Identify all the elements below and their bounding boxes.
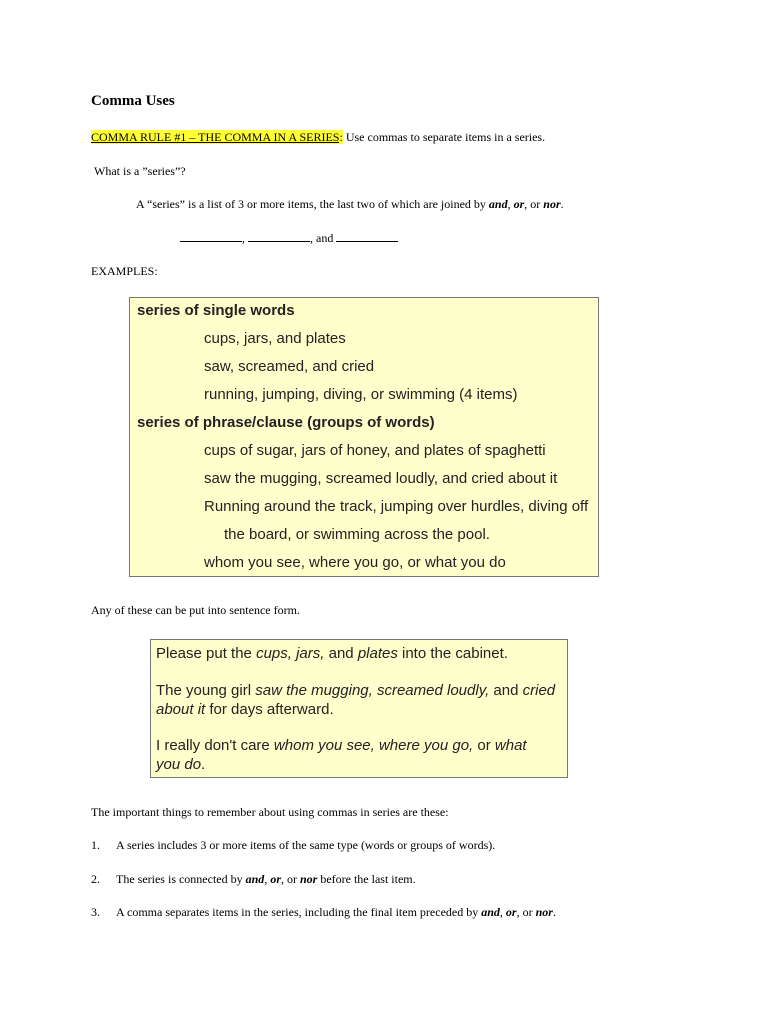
example-item: the board, or swimming across the pool.: [224, 526, 490, 543]
sentence-text: The young girl: [156, 682, 256, 699]
point-text: [116, 905, 556, 920]
sentence-text: I really don't care: [156, 737, 274, 754]
sentence-example: [156, 645, 508, 662]
sentence-text: for days afterward.: [205, 701, 334, 718]
definition: [136, 197, 564, 212]
sentence-series: about it: [156, 701, 206, 718]
word-and: and: [481, 905, 500, 919]
example-item: running, jumping, diving, or swimming (4 items): [204, 386, 518, 403]
blank-comma: ,: [242, 231, 245, 245]
point-segment: The series is connected by: [116, 872, 246, 886]
rule-line: [91, 130, 545, 145]
blank-line: [180, 231, 242, 242]
word-or: or: [505, 905, 517, 919]
sentence-example-cont: [156, 701, 334, 718]
sentence-example: [156, 737, 527, 754]
sentence-text: into the cabinet.: [397, 645, 508, 662]
example-item: saw the mugging, screamed loudly, and cried about it: [204, 470, 558, 487]
point-text: A series includes 3 or more items of the same type (words or groups of words).: [116, 838, 496, 852]
word-or: or: [513, 197, 525, 211]
examples-box: [129, 297, 599, 577]
point-number: 2.: [91, 872, 100, 886]
example-item: Running around the track, jumping over hurdles, diving off: [204, 498, 589, 515]
sentence-text: .: [201, 756, 206, 773]
point-segment: .: [552, 905, 556, 919]
heading-single-words: series of single words: [137, 302, 295, 319]
word-nor: nor: [543, 197, 561, 211]
sentence-series: cups, jars,: [256, 645, 325, 662]
word-or: or: [270, 872, 281, 886]
example-item: cups, jars, and plates: [204, 330, 346, 347]
sentence-series: cried: [522, 682, 556, 699]
point-number: 3.: [91, 905, 100, 919]
definition-end: .: [560, 197, 564, 211]
point-segment: A comma separates items in the series, including the final item preceded by: [116, 905, 482, 919]
point-segment: ,: [499, 905, 506, 919]
word-nor: nor: [535, 905, 553, 919]
example-item: cups of sugar, jars of honey, and plates of spaghetti: [204, 442, 546, 459]
sentence-series: you do: [156, 756, 202, 773]
rule-heading: COMMA RULE #1 – THE COMMA IN A SERIES: [91, 130, 340, 144]
sentence-examples-box: [150, 639, 568, 778]
rule-text: Use commas to separate items in a series.: [342, 130, 546, 144]
definition-sep: ,: [507, 197, 514, 211]
word-and: and: [245, 872, 265, 886]
rule-colon: :: [339, 130, 343, 144]
sentence-text: or: [473, 737, 495, 754]
blank-line: [336, 231, 398, 242]
blank-and: , and: [310, 231, 334, 245]
word-nor: nor: [299, 872, 318, 886]
point-number: 1.: [91, 838, 100, 852]
example-item: whom you see, where you go, or what you do: [204, 554, 506, 571]
sentence-text: Please put the: [156, 645, 257, 662]
blanks-pattern: [180, 231, 398, 246]
sentence-series: whom you see, where you go,: [273, 737, 474, 754]
sentence-text: and: [324, 645, 358, 662]
sentence-series: what: [494, 737, 527, 754]
question: What is a ”series”?: [94, 164, 186, 178]
word-and: and: [488, 197, 508, 211]
point-segment: , or: [280, 872, 300, 886]
sentence-text: and: [489, 682, 523, 699]
blank-line: [248, 231, 310, 242]
point-text: [116, 872, 416, 887]
definition-sep: , or: [524, 197, 544, 211]
example-item: saw, screamed, and cried: [204, 358, 375, 375]
sentence-example: [156, 682, 555, 699]
point-segment: ,: [264, 872, 271, 886]
examples-label: EXAMPLES:: [91, 264, 158, 278]
point-segment: , or: [516, 905, 536, 919]
point-segment: before the last item.: [317, 872, 416, 886]
sentence-series: plates: [357, 645, 398, 662]
sentence-series: saw the mugging, screamed loudly,: [255, 682, 490, 699]
sentence-example-cont: [156, 756, 205, 773]
heading-phrase-clause: series of phrase/clause (groups of words): [137, 414, 435, 431]
definition-text: A “series” is a list of 3 or more items, the last two of which are joined by: [136, 197, 489, 211]
sentence-form-note: Any of these can be put into sentence form.: [91, 603, 300, 617]
remember-intro: The important things to remember about using commas in series are these:: [91, 805, 449, 819]
page-title: Comma Uses: [91, 93, 175, 109]
